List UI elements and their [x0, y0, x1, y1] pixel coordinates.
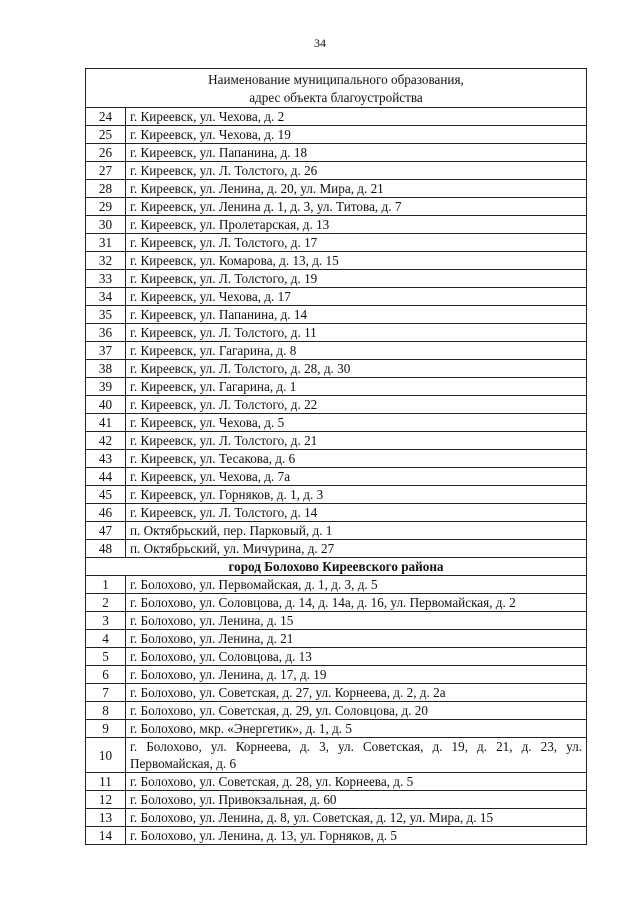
- table-row: [86, 720, 587, 738]
- row-address: г. Киреевск, ул. Ленина, д. 20, ул. Мира, д. 21: [126, 180, 587, 198]
- row-address: г. Болохово, ул. Соловцова, д. 13: [126, 648, 587, 666]
- table-row: [86, 594, 587, 612]
- table-row: [86, 360, 587, 378]
- row-address: г. Киреевск, ул. Чехова, д. 17: [126, 288, 587, 306]
- row-address: г. Киреевск, ул. Комарова, д. 13, д. 15: [126, 252, 587, 270]
- section-row: [86, 558, 587, 576]
- row-address: г. Киреевск, ул. Тесакова, д. 6: [126, 450, 587, 468]
- row-address: п. Октябрьский, ул. Мичурина, д. 27: [126, 540, 587, 558]
- row-number: 9: [86, 720, 126, 738]
- table-row: [86, 468, 587, 486]
- row-address: г. Киреевск, ул. Л. Толстого, д. 19: [126, 270, 587, 288]
- table-row: [86, 252, 587, 270]
- row-number: 32: [86, 252, 126, 270]
- table-header: [86, 69, 587, 108]
- row-address: г. Болохово, ул. Соловцова, д. 14, д. 14а, д. 16, ул. Первомайская, д. 2: [126, 594, 587, 612]
- table-row: [86, 270, 587, 288]
- table-row: [86, 144, 587, 162]
- row-address: г. Болохово, ул. Привокзальная, д. 60: [126, 791, 587, 809]
- page-number: 34: [314, 36, 326, 50]
- table-row: [86, 162, 587, 180]
- row-number: 44: [86, 468, 126, 486]
- table-row: [86, 827, 587, 845]
- section-title: город Болохово Киреевского района: [86, 558, 587, 576]
- table-row: [86, 630, 587, 648]
- row-number: 39: [86, 378, 126, 396]
- row-number: 29: [86, 198, 126, 216]
- table-row: [86, 396, 587, 414]
- row-number: 13: [86, 809, 126, 827]
- row-address: г. Болохово, ул. Ленина, д. 15: [126, 612, 587, 630]
- row-address: г. Киреевск, ул. Л. Толстого, д. 26: [126, 162, 587, 180]
- row-number: 3: [86, 612, 126, 630]
- table-row: [86, 126, 587, 144]
- row-number: 11: [86, 773, 126, 791]
- row-address: г. Киреевск, ул. Папанина, д. 14: [126, 306, 587, 324]
- table-row: [86, 504, 587, 522]
- row-address: г. Киреевск, ул. Л. Толстого, д. 21: [126, 432, 587, 450]
- table-row: [86, 486, 587, 504]
- row-number: 26: [86, 144, 126, 162]
- address-table: [85, 68, 587, 845]
- table-row: [86, 432, 587, 450]
- row-number: 28: [86, 180, 126, 198]
- row-number: 7: [86, 684, 126, 702]
- row-number: 10: [86, 738, 126, 773]
- table-row: [86, 648, 587, 666]
- row-number: 4: [86, 630, 126, 648]
- row-address: г. Киреевск, ул. Чехова, д. 19: [126, 126, 587, 144]
- row-address: г. Болохово, ул. Ленина, д. 17, д. 19: [126, 666, 587, 684]
- row-address: г. Болохово, ул. Ленина, д. 13, ул. Горняков, д. 5: [126, 827, 587, 845]
- table-row: [86, 108, 587, 126]
- row-number: 47: [86, 522, 126, 540]
- row-number: 42: [86, 432, 126, 450]
- table-row: [86, 540, 587, 558]
- table-row: [86, 773, 587, 791]
- row-address: г. Киреевск, ул. Л. Толстого, д. 11: [126, 324, 587, 342]
- table-row: [86, 234, 587, 252]
- row-number: 45: [86, 486, 126, 504]
- row-number: 14: [86, 827, 126, 845]
- row-number: 12: [86, 791, 126, 809]
- row-number: 6: [86, 666, 126, 684]
- table-row: [86, 450, 587, 468]
- row-address: г. Киреевск, ул. Ленина д. 1, д. 3, ул. Титова, д. 7: [126, 198, 587, 216]
- table-row: [86, 522, 587, 540]
- table-row: [86, 702, 587, 720]
- table-row: [86, 306, 587, 324]
- table-header-row: [86, 69, 587, 108]
- table-row: [86, 576, 587, 594]
- table-row: [86, 738, 587, 773]
- row-number: 34: [86, 288, 126, 306]
- row-number: 5: [86, 648, 126, 666]
- table-header-line-1: Наименование муниципального образования,: [208, 72, 464, 87]
- table-row: [86, 791, 587, 809]
- row-address: г. Болохово, ул. Корнеева, д. 3, ул. Советская, д. 19, д. 21, д. 23, ул. Первомайская, д. 6: [126, 738, 587, 773]
- row-number: 37: [86, 342, 126, 360]
- row-number: 25: [86, 126, 126, 144]
- table-row: [86, 378, 587, 396]
- row-address: г. Киреевск, ул. Чехова, д. 2: [126, 108, 587, 126]
- row-address: г. Болохово, ул. Ленина, д. 21: [126, 630, 587, 648]
- table-row: [86, 216, 587, 234]
- table-row: [86, 198, 587, 216]
- row-number: 48: [86, 540, 126, 558]
- table-row: [86, 612, 587, 630]
- row-address: г. Киреевск, ул. Пролетарская, д. 13: [126, 216, 587, 234]
- table-row: [86, 666, 587, 684]
- row-address: г. Болохово, ул. Ленина, д. 8, ул. Советская, д. 12, ул. Мира, д. 15: [126, 809, 587, 827]
- table-row: [86, 414, 587, 432]
- row-number: 8: [86, 702, 126, 720]
- row-address: г. Киреевск, ул. Л. Толстого, д. 17: [126, 234, 587, 252]
- table-row: [86, 288, 587, 306]
- table-row: [86, 684, 587, 702]
- row-number: 24: [86, 108, 126, 126]
- row-number: 35: [86, 306, 126, 324]
- row-number: 36: [86, 324, 126, 342]
- row-number: 46: [86, 504, 126, 522]
- row-number: 30: [86, 216, 126, 234]
- row-address: г. Киреевск, ул. Папанина, д. 18: [126, 144, 587, 162]
- row-address: г. Болохово, ул. Советская, д. 29, ул. Соловцова, д. 20: [126, 702, 587, 720]
- row-address: г. Киреевск, ул. Гагарина, д. 8: [126, 342, 587, 360]
- row-number: 33: [86, 270, 126, 288]
- table-header-line-2: адрес объекта благоустройства: [249, 89, 423, 105]
- table-row: [86, 180, 587, 198]
- row-number: 27: [86, 162, 126, 180]
- row-number: 40: [86, 396, 126, 414]
- row-number: 2: [86, 594, 126, 612]
- row-address: г. Болохово, ул. Советская, д. 27, ул. Корнеева, д. 2, д. 2а: [126, 684, 587, 702]
- row-address: п. Октябрьский, пер. Парковый, д. 1: [126, 522, 587, 540]
- row-address: г. Болохово, мкр. «Энергетик», д. 1, д. 5: [126, 720, 587, 738]
- row-address: г. Киреевск, ул. Чехова, д. 5: [126, 414, 587, 432]
- row-number: 43: [86, 450, 126, 468]
- table-row: [86, 342, 587, 360]
- row-address: г. Киреевск, ул. Л. Толстого, д. 14: [126, 504, 587, 522]
- row-address: г. Болохово, ул. Первомайская, д. 1, д. 3, д. 5: [126, 576, 587, 594]
- row-address: г. Киреевск, ул. Л. Толстого, д. 22: [126, 396, 587, 414]
- row-number: 31: [86, 234, 126, 252]
- table-body: [86, 108, 587, 845]
- row-number: 41: [86, 414, 126, 432]
- row-address: г. Киреевск, ул. Л. Толстого, д. 28, д. 30: [126, 360, 587, 378]
- table-row: [86, 324, 587, 342]
- row-address: г. Киреевск, ул. Гагарина, д. 1: [126, 378, 587, 396]
- table-row: [86, 809, 587, 827]
- row-address: г. Киреевск, ул. Чехова, д. 7а: [126, 468, 587, 486]
- row-number: 38: [86, 360, 126, 378]
- row-address: г. Болохово, ул. Советская, д. 28, ул. Корнеева, д. 5: [126, 773, 587, 791]
- row-address: г. Киреевск, ул. Горняков, д. 1, д. 3: [126, 486, 587, 504]
- row-number: 1: [86, 576, 126, 594]
